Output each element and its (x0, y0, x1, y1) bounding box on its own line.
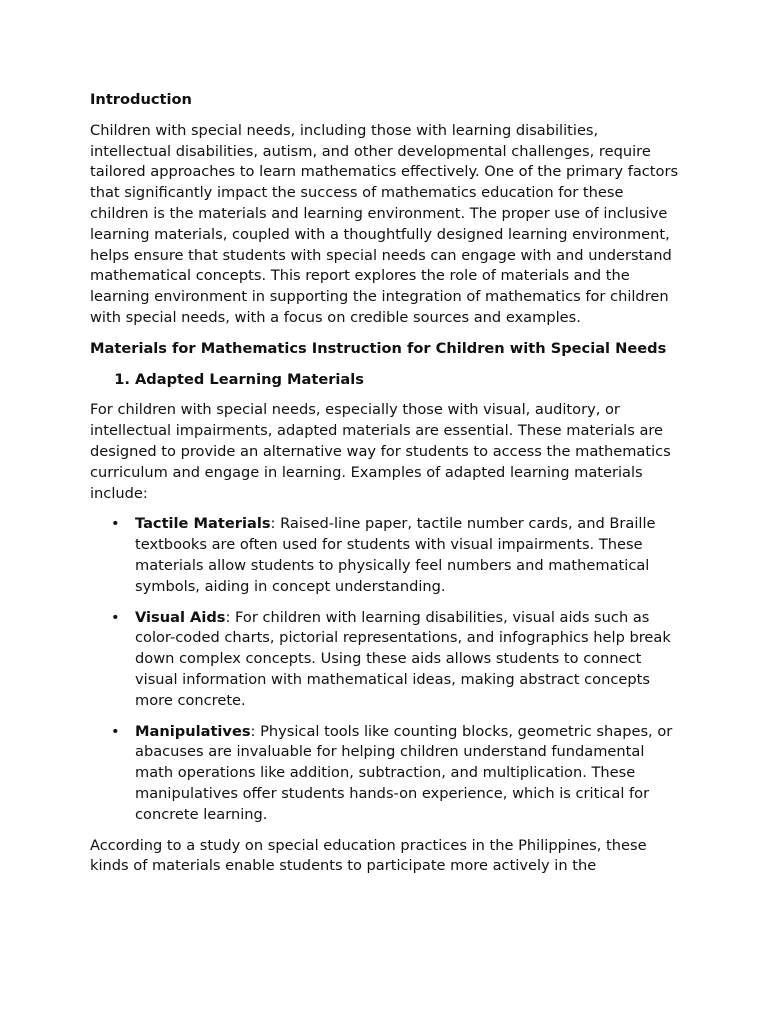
bullet-term: Visual Aids (135, 608, 226, 626)
intro-paragraph: Children with special needs, including those with learning disabilities, intellectual disabilities, autism, and other developmental challenges, require tailored approaches to learn mathematics effectively. One of the primary factors that significantly impact the success of mathematics education for these children is the materials and learning environment. The proper use of inclusive learning materials, coupled with a thoughtfully designed learning environment, helps ensure that students with special needs can engage with and understand mathematical concepts. This report explores the role of materials and the learning environment in supporting the integration of mathematics for children with special needs, with a focus on credible sources and examples. (90, 121, 679, 326)
adapted-materials-paragraph: For children with special needs, especially those with visual, auditory, or intellectual impairments, adapted materials are essential. These materials are designed to provide an alternative way for students to access the mathematics curriculum and engage in learning. Examples of adapted learning materials include: (90, 401, 671, 502)
section-heading-materials: Materials for Mathematics Instruction for Children with Special Needs (90, 339, 667, 357)
bullet-icon: • (111, 515, 120, 533)
bullet-text: : For children with learning disabilities, visual aids such as color-coded charts, pictorial representations, and infographics help break down complex concepts. Using these aids allows students to connect visual information with mathematical ideas, making abstract concepts more concrete. (135, 608, 671, 709)
bullet-icon: • (111, 608, 120, 626)
document-page (90, 90, 682, 887)
bullet-term: Manipulatives (135, 722, 251, 740)
bullet-icon: • (111, 722, 120, 740)
section-heading-introduction: Introduction (90, 91, 192, 108)
closing-paragraph: According to a study on special education practices in the Philippines, these kinds of materials enable students to participate more actively in the (90, 836, 647, 875)
bullet-text: : Physical tools like counting blocks, geometric shapes, or abacuses are invaluable for helping children understand fundamental math operations like addition, subtraction, and multiplication. These manipulatives offer students hands-on experience, which is critical for concrete learning. (135, 722, 673, 823)
list-item (111, 608, 682, 712)
bullet-list (90, 514, 682, 825)
bullet-text: : Raised-line paper, tactile number cards, and Braille textbooks are often used for students with visual impairments. These materials allow students to physically feel numbers and mathematical symbols, aiding in concept understanding. (135, 515, 656, 595)
list-item (111, 722, 682, 826)
list-item (111, 514, 682, 597)
bullet-term: Tactile Materials (135, 515, 271, 533)
numbered-list (90, 370, 682, 391)
numbered-item-adapted-materials: 1. Adapted Learning Materials (135, 370, 682, 391)
